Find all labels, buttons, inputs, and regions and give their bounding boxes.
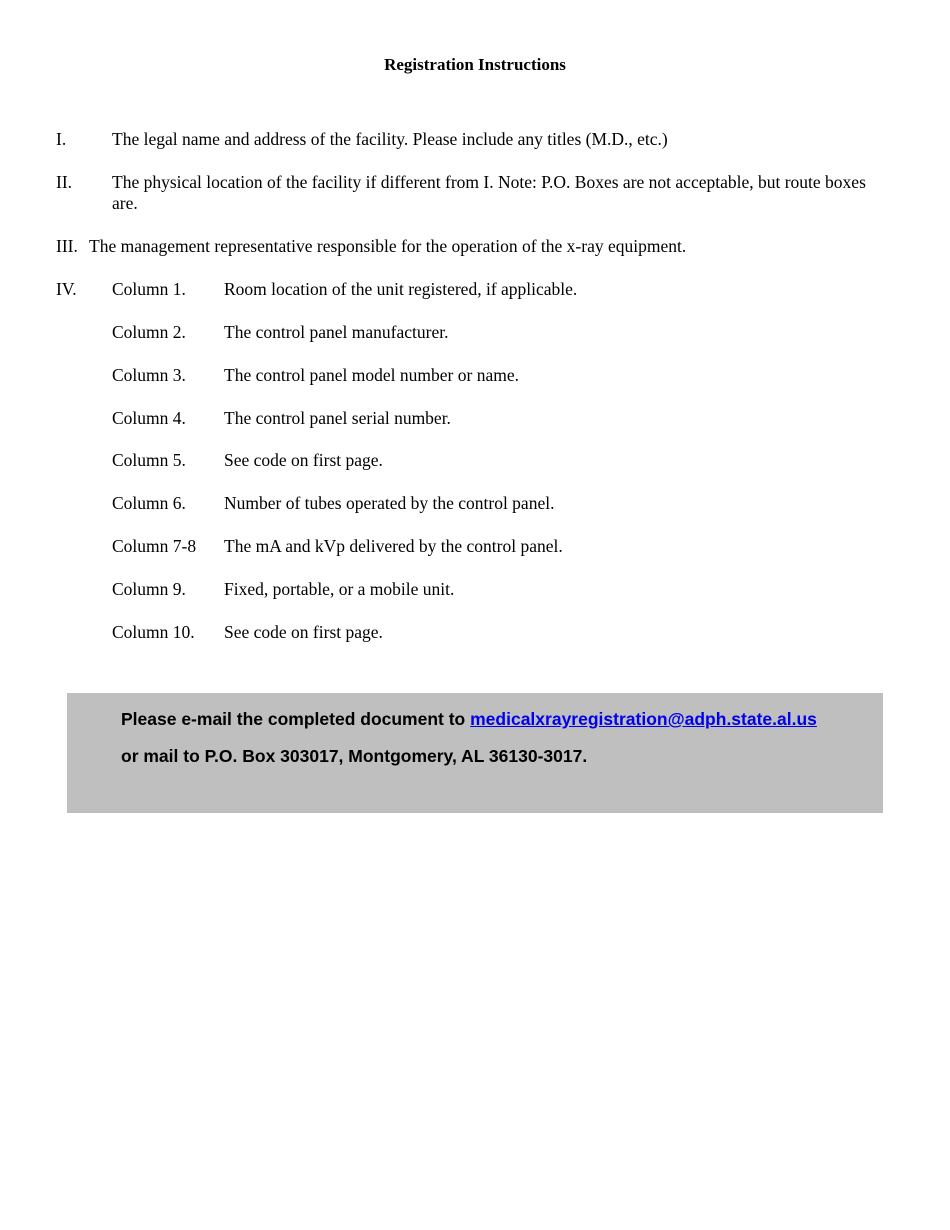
submission-notice bbox=[67, 693, 883, 813]
section-numeral: I. bbox=[56, 129, 67, 149]
notice-line-1 bbox=[121, 709, 817, 730]
column-label: Column 6. bbox=[112, 493, 186, 513]
column-label: Column 3. bbox=[112, 365, 186, 385]
column-description: Room location of the unit registered, if applicable. bbox=[224, 279, 578, 299]
section-numeral: III. bbox=[56, 236, 78, 256]
section-text: The physical location of the facility if different from I. Note: P.O. Boxes are not acceptable, but route boxes are. bbox=[112, 172, 866, 213]
column-row bbox=[0, 493, 950, 514]
column-description: The control panel manufacturer. bbox=[224, 322, 449, 342]
section-numeral: IV. bbox=[56, 279, 77, 299]
page-title: Registration Instructions bbox=[384, 55, 566, 74]
column-description: See code on first page. bbox=[224, 622, 383, 642]
section-text: The legal name and address of the facility. Please include any titles (M.D., etc.) bbox=[112, 129, 668, 149]
column-row bbox=[0, 322, 950, 343]
column-description: Number of tubes operated by the control panel. bbox=[224, 493, 555, 513]
column-label: Column 7-8 bbox=[112, 536, 197, 556]
column-row bbox=[0, 536, 950, 557]
column-row bbox=[0, 622, 950, 643]
column-description: See code on first page. bbox=[224, 450, 383, 470]
column-row bbox=[0, 365, 950, 386]
email-link[interactable]: medicalxrayregistration@adph.state.al.us bbox=[470, 709, 817, 729]
column-description: The control panel model number or name. bbox=[224, 365, 519, 385]
notice-prefix: Please e-mail the completed document to bbox=[121, 709, 471, 729]
column-row bbox=[0, 408, 950, 429]
column-label: Column 9. bbox=[112, 579, 186, 599]
column-description: The control panel serial number. bbox=[224, 408, 451, 428]
column-label: Column 5. bbox=[112, 450, 186, 470]
section-text: The management representative responsible for the operation of the x-ray equipment. bbox=[89, 236, 687, 256]
column-label: Column 4. bbox=[112, 408, 186, 428]
column-row bbox=[0, 450, 950, 471]
column-label: Column 1. bbox=[112, 279, 186, 299]
column-row bbox=[0, 279, 950, 300]
column-label: Column 10. bbox=[112, 622, 195, 642]
column-label: Column 2. bbox=[112, 322, 186, 342]
column-description: The mA and kVp delivered by the control panel. bbox=[224, 536, 563, 556]
section-2 bbox=[0, 172, 950, 214]
column-description: Fixed, portable, or a mobile unit. bbox=[224, 579, 455, 599]
section-numeral: II. bbox=[56, 172, 73, 192]
section-1 bbox=[0, 129, 950, 150]
section-3 bbox=[0, 236, 950, 257]
column-row bbox=[0, 579, 950, 600]
notice-line-2: or mail to P.O. Box 303017, Montgomery, AL 36130-3017. bbox=[121, 746, 588, 766]
